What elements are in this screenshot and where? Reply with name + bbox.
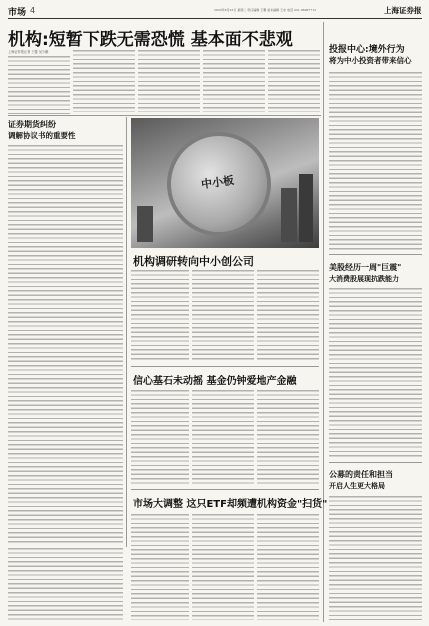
photo-bar-1 [137,206,153,242]
right-bottom-body [329,496,422,620]
bottom-col-3 [257,514,319,620]
bottom-col-1 [131,514,189,620]
section-label: 市场 [8,8,27,18]
photo-story-col-3 [257,270,319,362]
bottom-col-2 [192,514,254,620]
right-mid-body [329,288,422,458]
center-mid-col-2 [192,390,254,484]
right-bottom-headline-1: 公募的责任和担当 [329,470,393,479]
left-col-headline-2: 调解协议书的重要性 [8,131,76,140]
photo-illustration [131,118,319,248]
paper-name: 上海证券报 [384,6,422,15]
right-mid-headline-1: 美股经历一周"巨震" [329,263,402,272]
right-mid-rule [329,254,422,255]
right-top-body [329,72,422,250]
right-top-headline-2: 将为中小投资者带来信心 [329,56,412,65]
lead-headline: 机构:短暂下跌无需恐慌 基本面不悲观 [8,30,293,50]
photo-caption: 中小板 [200,173,235,192]
photo-bar-2 [281,188,297,242]
photo-bar-3 [299,174,313,242]
lead-body-col-1 [8,56,70,114]
right-column-divider [323,22,324,622]
bottom-rule [131,489,319,490]
lead-body-col-5 [268,50,320,112]
lead-byline: 上海证券报记者 王馨 吴少鹏 [8,50,49,54]
center-mid-col-1 [131,390,189,484]
right-top-headline-1: 投报中心:境外行为 [329,45,405,55]
page-number: 4 [30,6,36,15]
lead-body-col-4 [203,50,265,112]
masthead [8,5,422,17]
lead-bottom-rule [8,115,321,116]
right-bottom-headline-2: 开启人生更大格局 [329,482,385,490]
right-bottom-rule [329,462,422,463]
photo-story-col-1 [131,270,189,362]
photo-story-headline: 机构调研转向中小创公司 [133,255,254,268]
left-col-divider [126,117,127,547]
center-mid-col-3 [257,390,319,484]
lead-body-col-2 [73,50,135,112]
lead-body-col-3 [138,50,200,112]
center-mid-headline: 信心基石未动摇 基金仍钟爱地产金融 [133,376,297,387]
masthead-info: 2020年8月25日 星期二 责任编辑 王馨 美术编辑 王东 电话 021-38967712 [214,8,317,12]
left-col-body [8,145,123,545]
left-col-headline-1: 证券期货纠纷 [8,120,56,129]
photo-story-col-2 [192,270,254,362]
right-mid-headline-2: 大消费股展现抗跌能力 [329,275,399,283]
center-mid-rule [131,366,319,367]
masthead-rule [8,18,422,19]
left-col-bottom-body [8,548,123,620]
bottom-headline: 市场大调整 这只ETF却频遭机构资金"扫货" [133,499,328,510]
